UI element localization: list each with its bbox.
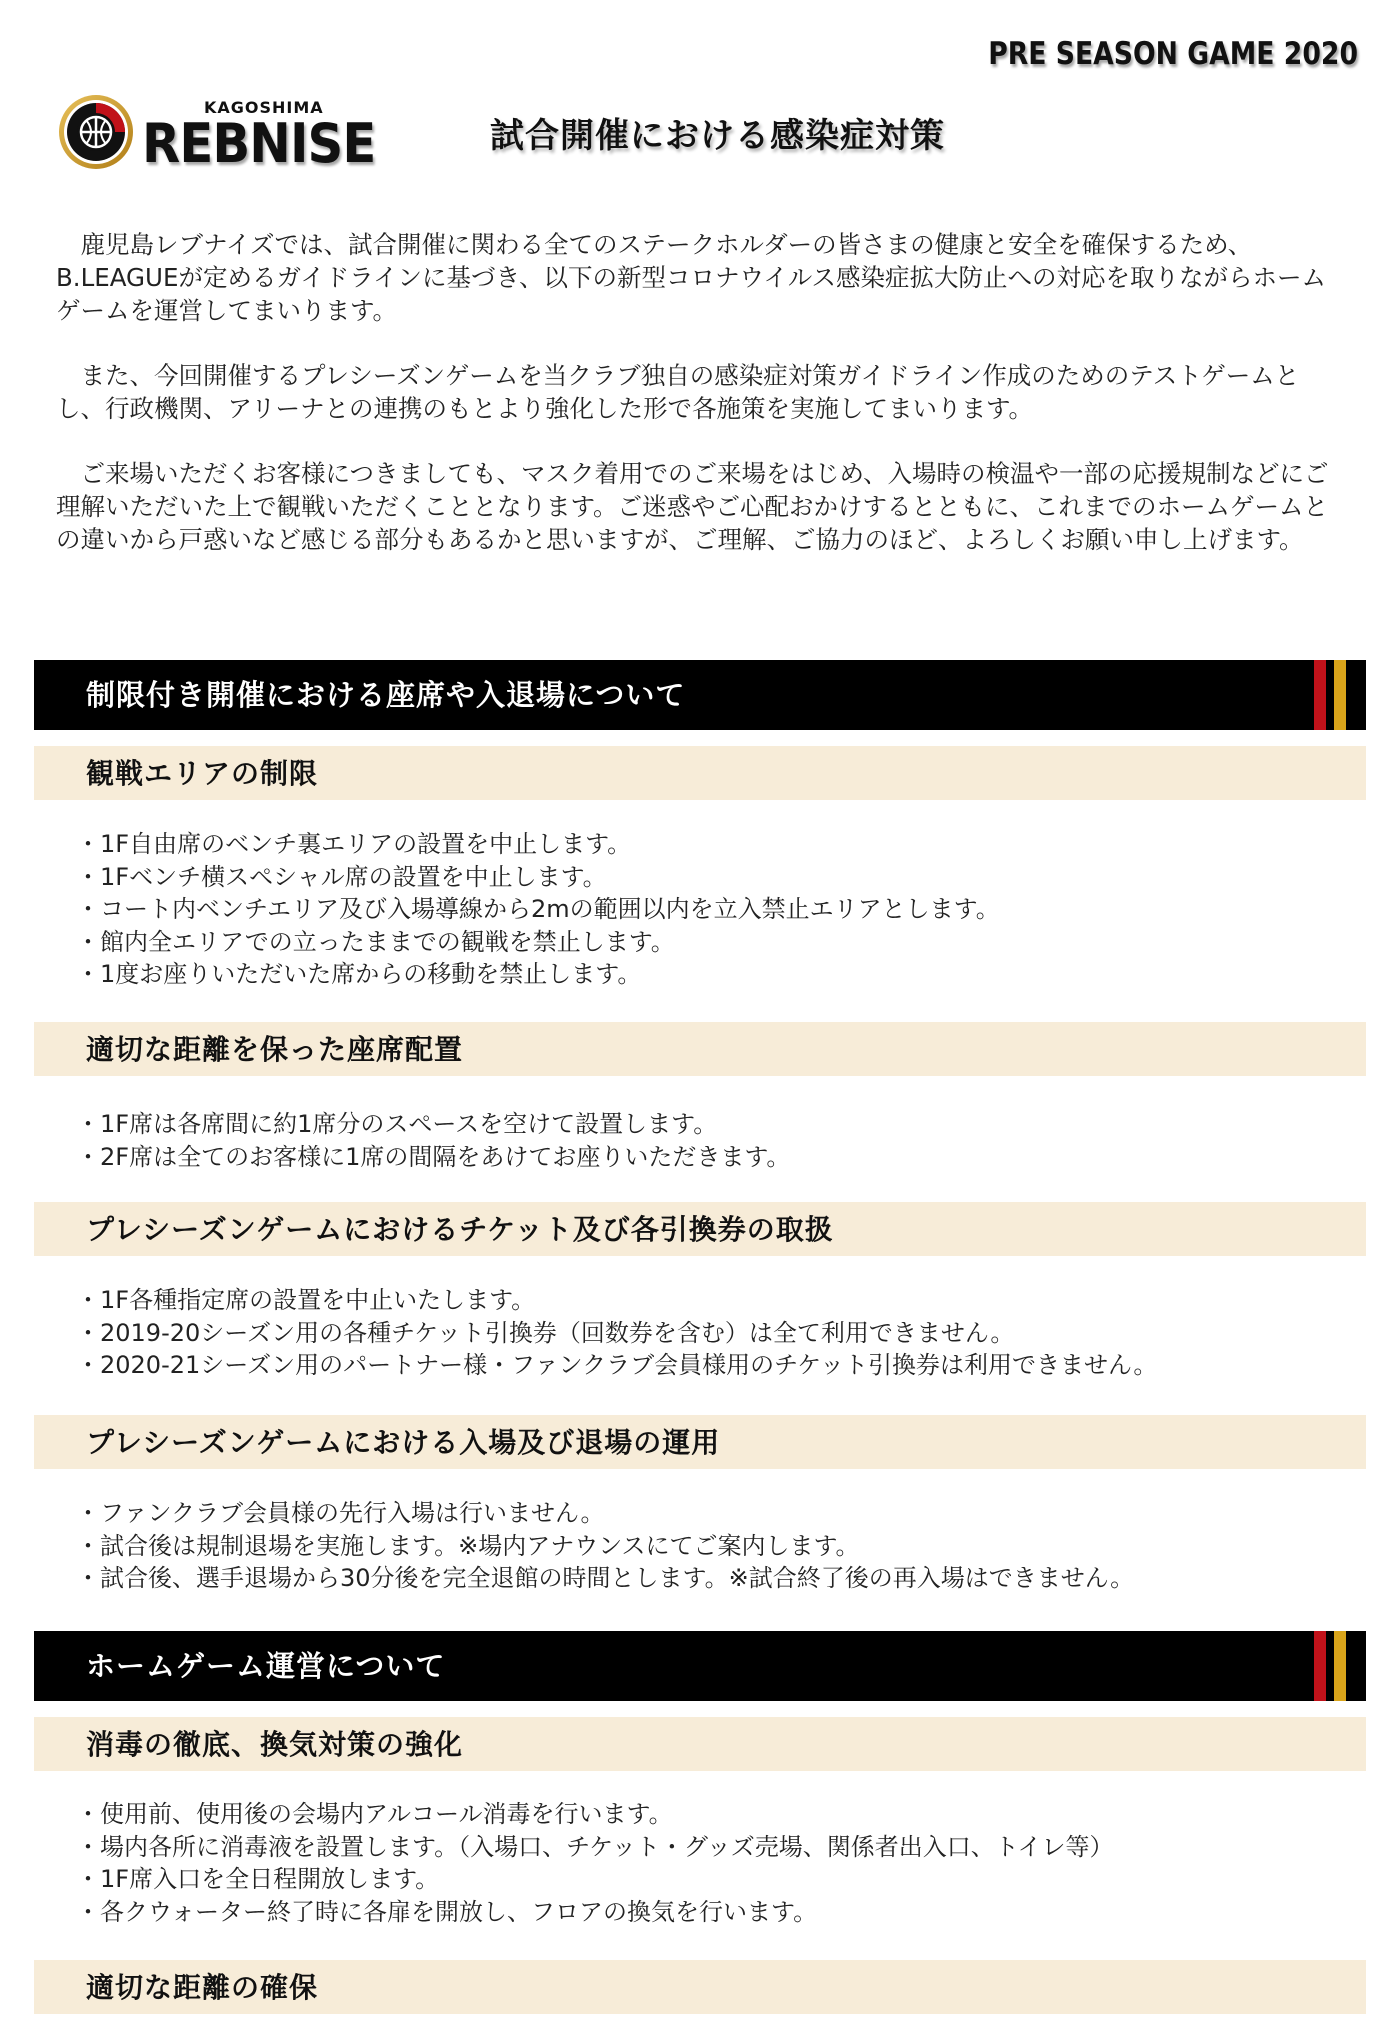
list-item: ・ コート内ベンチエリア及び入場導線から2mの範囲以内を立入禁止エリアとします。 — [76, 893, 1366, 926]
page-header — [56, 92, 945, 175]
subsection-title: 適切な距離を保った座席配置 — [86, 1033, 464, 1066]
subsection-header-entry-exit — [34, 1415, 1366, 1469]
section-header-seating — [34, 660, 1366, 730]
seat-distance-list — [76, 1108, 1366, 1173]
list-item: ・ 1F席は各席間に約1席分のスペースを空けて設置します。 — [76, 1108, 1366, 1141]
team-logo-text — [142, 92, 442, 175]
list-item: ・ 試合後、選手退場から30分後を完全退館の時間とします。※試合終了後の再入場はできません。 — [76, 1562, 1366, 1595]
stripe-gold — [1334, 660, 1346, 730]
list-item: ・ 試合後は規制退場を実施します。※場内アナウンスにてご案内します。 — [76, 1530, 1366, 1563]
subsection-header-viewing-area — [34, 746, 1366, 800]
disinfection-list — [76, 1798, 1366, 1928]
subsection-title: プレシーズンゲームにおけるチケット及び各引換券の取扱 — [86, 1213, 834, 1246]
stripe-gold — [1334, 1631, 1346, 1701]
subsection-header-distance — [34, 1960, 1366, 2014]
section-title: ホームゲーム運営について — [86, 1649, 446, 1683]
intro-text — [56, 228, 1346, 588]
logo-big-text: REBNISE — [142, 112, 376, 175]
section-title: 制限付き開催における座席や入退場について — [86, 678, 686, 712]
page-title: 試合開催における感染症対策 — [490, 115, 945, 156]
intro-paragraph: ご来場いただくお客様につきましても、マスク着用でのご来場をはじめ、入場時の検温や一部の応援規制などにご理解いただいた上で観戦いただくこととなります。ご迷惑やご心配おかけするとともに、これまでのホームゲームとの違いから戸惑いなど感じる部分もあるかと思いますが、ご理解、ご協力のほど、よろしくお願い申し上げます。 — [56, 459, 1329, 554]
list-item: ・ 1F席入口を全日程開放します。 — [76, 1863, 1366, 1896]
subsection-title: プレシーズンゲームにおける入場及び退場の運用 — [86, 1426, 721, 1459]
list-item: ・ 1度お座りいただいた席からの移動を禁止します。 — [76, 958, 1366, 991]
list-item: ・ 2F席は全てのお客様に1席の間隔をあけてお座りいただきます。 — [76, 1141, 1366, 1174]
logo-small-text: KAGOSHIMA — [204, 98, 324, 117]
entry-exit-list — [76, 1497, 1366, 1595]
list-item: ・ 1Fベンチ横スペシャル席の設置を中止します。 — [76, 861, 1366, 894]
list-item: ・ 2020-21シーズン用のパートナー様・ファンクラブ会員様用のチケット引換券は利用できません。 — [76, 1349, 1366, 1382]
list-item: ・ 各クウォーター終了時に各扉を開放し、フロアの換気を行います。 — [76, 1896, 1366, 1929]
subsection-header-seat-distance — [34, 1022, 1366, 1076]
subsection-title: 適切な距離の確保 — [86, 1971, 319, 2004]
list-item: ・ 使用前、使用後の会場内アルコール消毒を行います。 — [76, 1798, 1366, 1831]
section-header-operations — [34, 1631, 1366, 1701]
intro-paragraph: 鹿児島レブナイズでは、試合開催に関わる全てのステークホルダーの皆さまの健康と安全を確保するため、B.LEAGUEが定めるガイドラインに基づき、以下の新型コロナウイルス感染症拡大防止への対応を取りながらホームゲームを運営してまいります。 — [56, 230, 1327, 325]
list-item: ・ 場内各所に消毒液を設置します。（入場口、チケット・グッズ売場、関係者出入口、トイレ等） — [76, 1831, 1366, 1864]
list-item: ・ 館内全エリアでの立ったままでの観戦を禁止します。 — [76, 926, 1366, 959]
stripe-red — [1314, 1631, 1326, 1701]
team-logo-icon — [56, 92, 136, 172]
intro-paragraph: また、今回開催するプレシーズンゲームを当クラブ独自の感染症対策ガイドライン作成のためのテストゲームとし、行政機関、アリーナとの連携のもとより強化した形で各施策を実施してまいります。 — [56, 361, 1300, 423]
stripe-red — [1314, 660, 1326, 730]
subsection-title: 観戦エリアの制限 — [86, 757, 319, 790]
subsection-header-disinfection — [34, 1717, 1366, 1771]
tickets-list — [76, 1284, 1366, 1382]
subsection-title: 消毒の徹底、換気対策の強化 — [86, 1728, 464, 1761]
season-label: PRE SEASON GAME 2020 — [988, 36, 1358, 72]
list-item: ・ ファンクラブ会員様の先行入場は行いません。 — [76, 1497, 1366, 1530]
viewing-area-list — [76, 828, 1366, 991]
subsection-header-tickets — [34, 1202, 1366, 1256]
list-item: ・ 2019-20シーズン用の各種チケット引換券（回数券を含む）は全て利用できません。 — [76, 1317, 1366, 1350]
list-item: ・ 1F自由席のベンチ裏エリアの設置を中止します。 — [76, 828, 1366, 861]
list-item: ・ 1F各種指定席の設置を中止いたします。 — [76, 1284, 1366, 1317]
